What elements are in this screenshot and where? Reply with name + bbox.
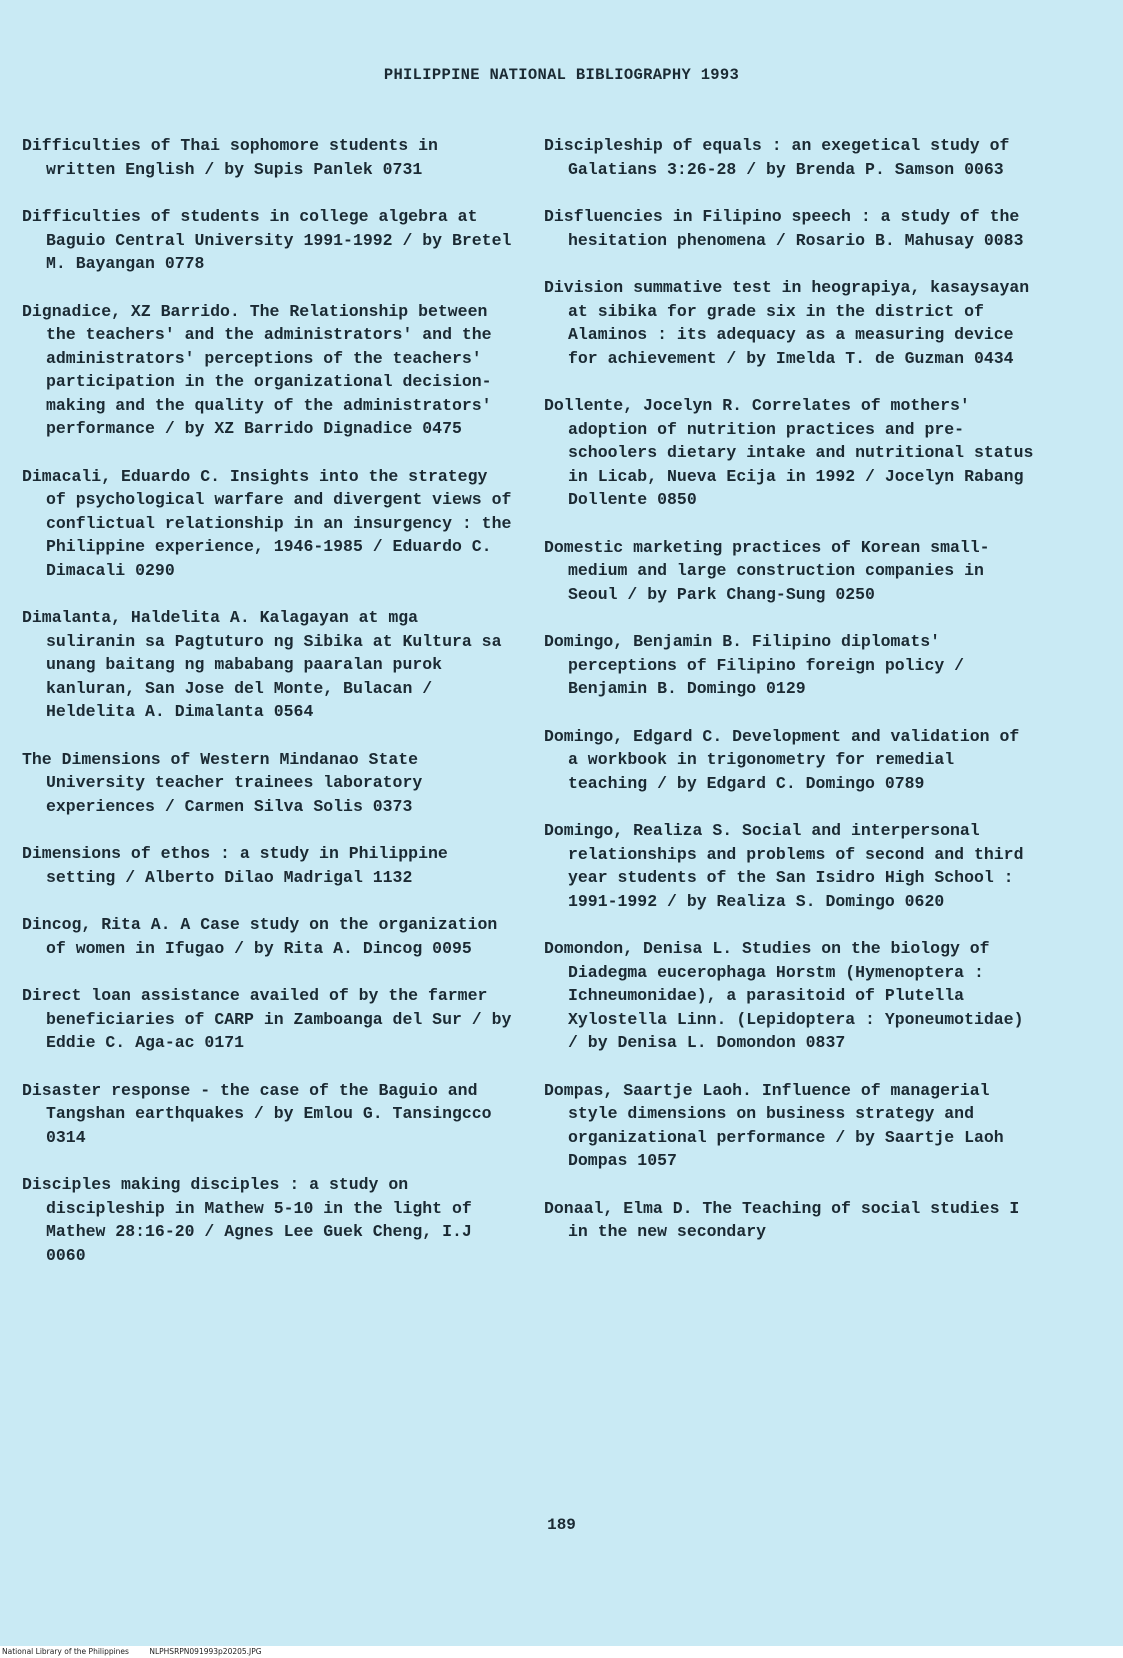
bibliography-entry: Domestic marketing practices of Korean small-medium and large construction companies in Seoul / by Park Chang-Sung 0250	[544, 537, 990, 604]
bibliography-entry: Dimacali, Eduardo C. Insights into the strategy of psychological warfare and divergent views of conflictual relationship in an insurgency : the Philippine experience, 1946-1985 / Eduardo C. Dimacali 0290	[22, 466, 512, 580]
bibliography-entry: Dincog, Rita A. A Case study on the organization of women in Ifugao / by Rita A. Dincog 0095	[22, 915, 498, 958]
bibliography-entry: Disaster response - the case of the Baguio and Tangshan earthquakes / by Emlou G. Tansingcco 0314	[22, 1080, 492, 1147]
right-column	[544, 134, 1034, 1268]
bibliography-entry: Discipleship of equals : an exegetical study of Galatians 3:26-28 / by Brenda P. Samson 0063	[544, 136, 1010, 179]
left-column	[22, 134, 512, 1291]
bibliography-entry: Division summative test in heograpiya, kasaysayan at sibika for grade six in the district of Alaminos : its adequacy as a measuring device for achievement / by Imelda T. de Guzman 0434	[544, 278, 1030, 368]
bibliography-entry: Domingo, Benjamin B. Filipino diplomats' perceptions of Filipino foreign policy / Benjamin B. Domingo 0129	[544, 632, 965, 698]
scan-footer	[0, 1646, 1123, 1658]
bibliography-entry: Domingo, Realiza S. Social and interpersonal relationships and problems of second and third year students of the San Isidro High School : 1991-1992 / by Realiza S. Domingo 0620	[544, 821, 1024, 911]
bibliography-entry: Difficulties of Thai sophomore students in written English / by Supis Panlek 0731	[22, 136, 438, 179]
footer-filename: NLPHSRPN091993p20205.JPG	[149, 1647, 262, 1656]
bibliography-entry: Direct loan assistance availed of by the farmer beneficiaries of CARP in Zamboanga del Sur / by Eddie C. Aga-ac 0171	[22, 986, 512, 1052]
bibliography-entry: The Dimensions of Western Mindanao State University teacher trainees laboratory experiences / Carmen Silva Solis 0373	[22, 749, 423, 816]
footer-institution: National Library of the Philippines	[2, 1647, 129, 1656]
bibliography-entry: Dignadice, XZ Barrido. The Relationship between the teachers' and the administrators' and the administrators' perceptions of the teachers' participation in the organizational decision-making and the quality of the administrators' performance / by XZ Barrido Dignadice 0475	[22, 301, 492, 438]
bibliography-entry: Domingo, Edgard C. Development and validation of a workbook in trigonometry for remedial teaching / by Edgard C. Domingo 0789	[544, 726, 1020, 793]
bibliography-entry: Dompas, Saartje Laoh. Influence of managerial style dimensions on business strategy and organizational performance / by Saartje Laoh Dompas 1057	[544, 1080, 1004, 1170]
bibliography-entry: Dimensions of ethos : a study in Philippine setting / Alberto Dilao Madrigal 1132	[22, 844, 448, 887]
bibliography-entry: Donaal, Elma D. The Teaching of social studies I in the new secondary	[544, 1198, 1020, 1241]
page-number: 189	[547, 1516, 576, 1534]
bibliography-entry: Dollente, Jocelyn R. Correlates of mothers' adoption of nutrition practices and pre-schoolers dietary intake and nutritional status in Licab, Nueva Ecija in 1992 / Jocelyn Rabang Dollente 0850	[544, 396, 1034, 509]
bibliography-entry: Difficulties of students in college algebra at Baguio Central University 1991-1992 / by Bretel M. Bayangan 0778	[22, 207, 512, 273]
bibliography-entry: Disciples making disciples : a study on discipleship in Mathew 5-10 in the light of Mathew 28:16-20 / Agnes Lee Guek Cheng, I.J 0060	[22, 1175, 472, 1265]
page-header: PHILIPPINE NATIONAL BIBLIOGRAPHY 1993	[383, 66, 740, 84]
bibliography-entry: Domondon, Denisa L. Studies on the biology of Diadegma eucerophaga Horstm (Hymenoptera : Ichneumonidae), a parasitoid of Plutella Xylostella Linn. (Lepidoptera : Yponeumotidae) / by Denisa L. Domondon 0837	[544, 939, 1024, 1052]
bibliography-entry: Dimalanta, Haldelita A. Kalagayan at mga suliranin sa Pagtuturo ng Sibika at Kultura sa unang baitang ng mababang paaralan purok kanluran, San Jose del Monte, Bulacan / Heldelita A. Dimalanta 0564	[22, 608, 502, 721]
bibliography-entry: Disfluencies in Filipino speech : a study of the hesitation phenomena / Rosario B. Mahusay 0083	[544, 207, 1024, 250]
